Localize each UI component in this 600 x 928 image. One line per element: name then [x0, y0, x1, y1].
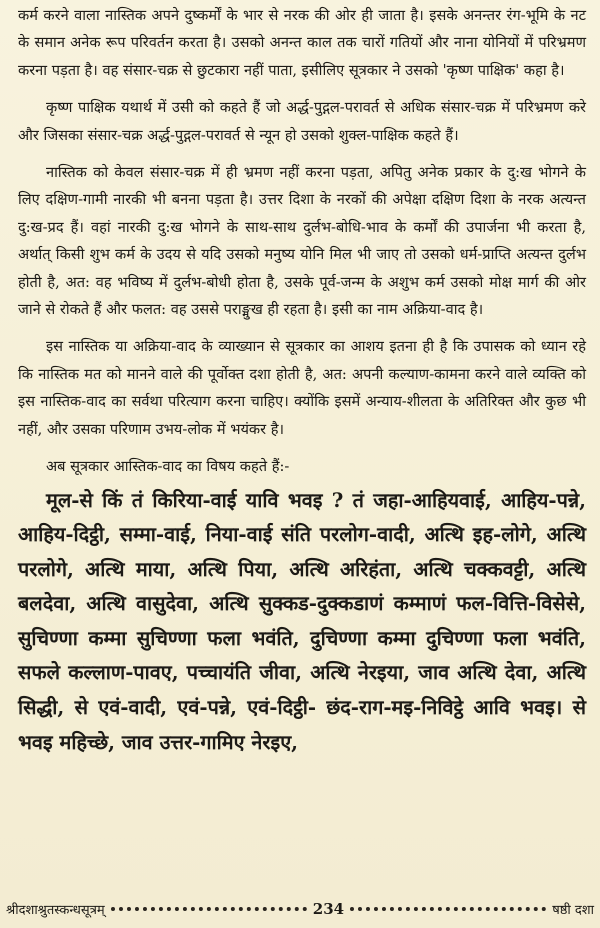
sutra-text: मूल-से किं तं किरिया-वाई यावि भवइ ? तं जहा-आहियवाई, आहिय-पन्ने, आहिय-दिट्ठी, सम्मा-वाई, निया-वाई संति परलोग-वादी, अत्थि इह-लोगे, अत्थि परलोगे, अत्थि माया, अत्थि पिया, अत्थि अरिहंता, अत्थि चक्कवट्टी, अत्थि बलदेवा, अत्थि वासुदेवा, अत्थि सुक्कड-दुक्कडाणं कम्माणं फल-वित्ति-विसेसे, सुचिण्णा कम्मा सुचिण्णा फला भवंति, दुचिण्णा कम्मा दुचिण्णा फला भवंति, सफले कल्लाण-पावए, पच्चायंति जीवा, अत्थि नेरइया, जाव अत्थि देवा, अत्थि सिद्धी, से एवं-वादी, एवं-पन्ने, एवं-दिट्ठी- छंद-राग-मइ-निविट्ठे आवि भवइ। से भवइ महिच्छे, जाव उत्तर-गामिए नेरइए, [18, 487, 586, 754]
paragraph-2: कृष्ण पाक्षिक यथार्थ में उसी को कहते हैं जो अर्द्ध-पुद्गल-परावर्त से अधिक संसार-चक्र में परिभ्रमण करे और जिसका संसार-चक्र अर्द्ध-पुद्गल-परावर्त से न्यून हो उसको शुक्ल-पाक्षिक कहते हैं। [18, 99, 586, 144]
page-number: 234 [312, 900, 345, 918]
book-title: श्रीदशाश्रुतस्कन्धसूत्रम् [6, 903, 105, 918]
page-footer [6, 893, 594, 925]
chapter-name: षष्ठी दशा [552, 903, 595, 918]
sutra-intro: अब सूत्रकार आस्तिक-वाद का विषय कहते हैं:- [46, 458, 290, 476]
paragraph-3: नास्तिक को केवल संसार-चक्र में ही भ्रमण नहीं करना पड़ता, अपितु अनेक प्रकार के दु:ख भोगने के लिए दक्षिण-गामी नारकी भी बनना पड़ता है। उत्तर दिशा के नरकों की अपेक्षा दक्षिण दिशा के नरक अत्यन्त दु:ख-प्रद हैं। वहां नारकी दु:ख भोगने के साथ-साथ दुर्लभ-बोधि-भाव के कर्मों की उपार्जना भी करता है, अर्थात् किसी शुभ कर्म के उदय से यदि उसको मनुष्य योनि मिल भी जाए तो उसको धर्म-प्राप्ति अत्यन्त दुर्लभ होती है, अत: वह भविष्य में दुर्लभ-बोधी होता है, उसके पूर्व-जन्म के अशुभ कर्म उसको मोक्ष मार्ग की ओर जाने से रोकते हैं और फलत: वह उससे पराङ्मुख ही रहता है। इसी का नाम अक्रिया-वाद है। [18, 164, 586, 319]
paragraph-4: इस नास्तिक या अक्रिया-वाद के व्याख्यान से सूत्रकार का आशय इतना ही है कि उपासक को ध्यान रहे कि नास्तिक मत को मानने वाले की पूर्वोक्त दशा होती है, अत: अपनी कल्याण-कामना करने वाले व्यक्ति को इस नास्तिक-वाद का सर्वथा परित्याग करना चाहिए। क्योंकि इसमें अन्याय-शीलता के अतिरिक्त और कुछ भी नहीं, और उसका परिणाम उभय-लोक में भयंकर है। [18, 338, 586, 438]
dotted-rule-left [111, 907, 307, 911]
dotted-rule-right [350, 907, 546, 911]
page-body [18, 2, 586, 759]
paragraph-1: कर्म करने वाला नास्तिक अपने दुष्कर्मों के भार से नरक की ओर ही जाता है। इसके अनन्तर रंग-भूमि के नट के समान अनेक रूप परिवर्तन करता है। उसको अनन्त काल तक चारों गतियों और नाना योनियों में परिभ्रमण करना पड़ता है। वह संसार-चक्र से छुटकारा नहीं पाता, इसीलिए सूत्रकार ने उसको 'कृष्ण पाक्षिक' कहा है। [18, 7, 586, 79]
